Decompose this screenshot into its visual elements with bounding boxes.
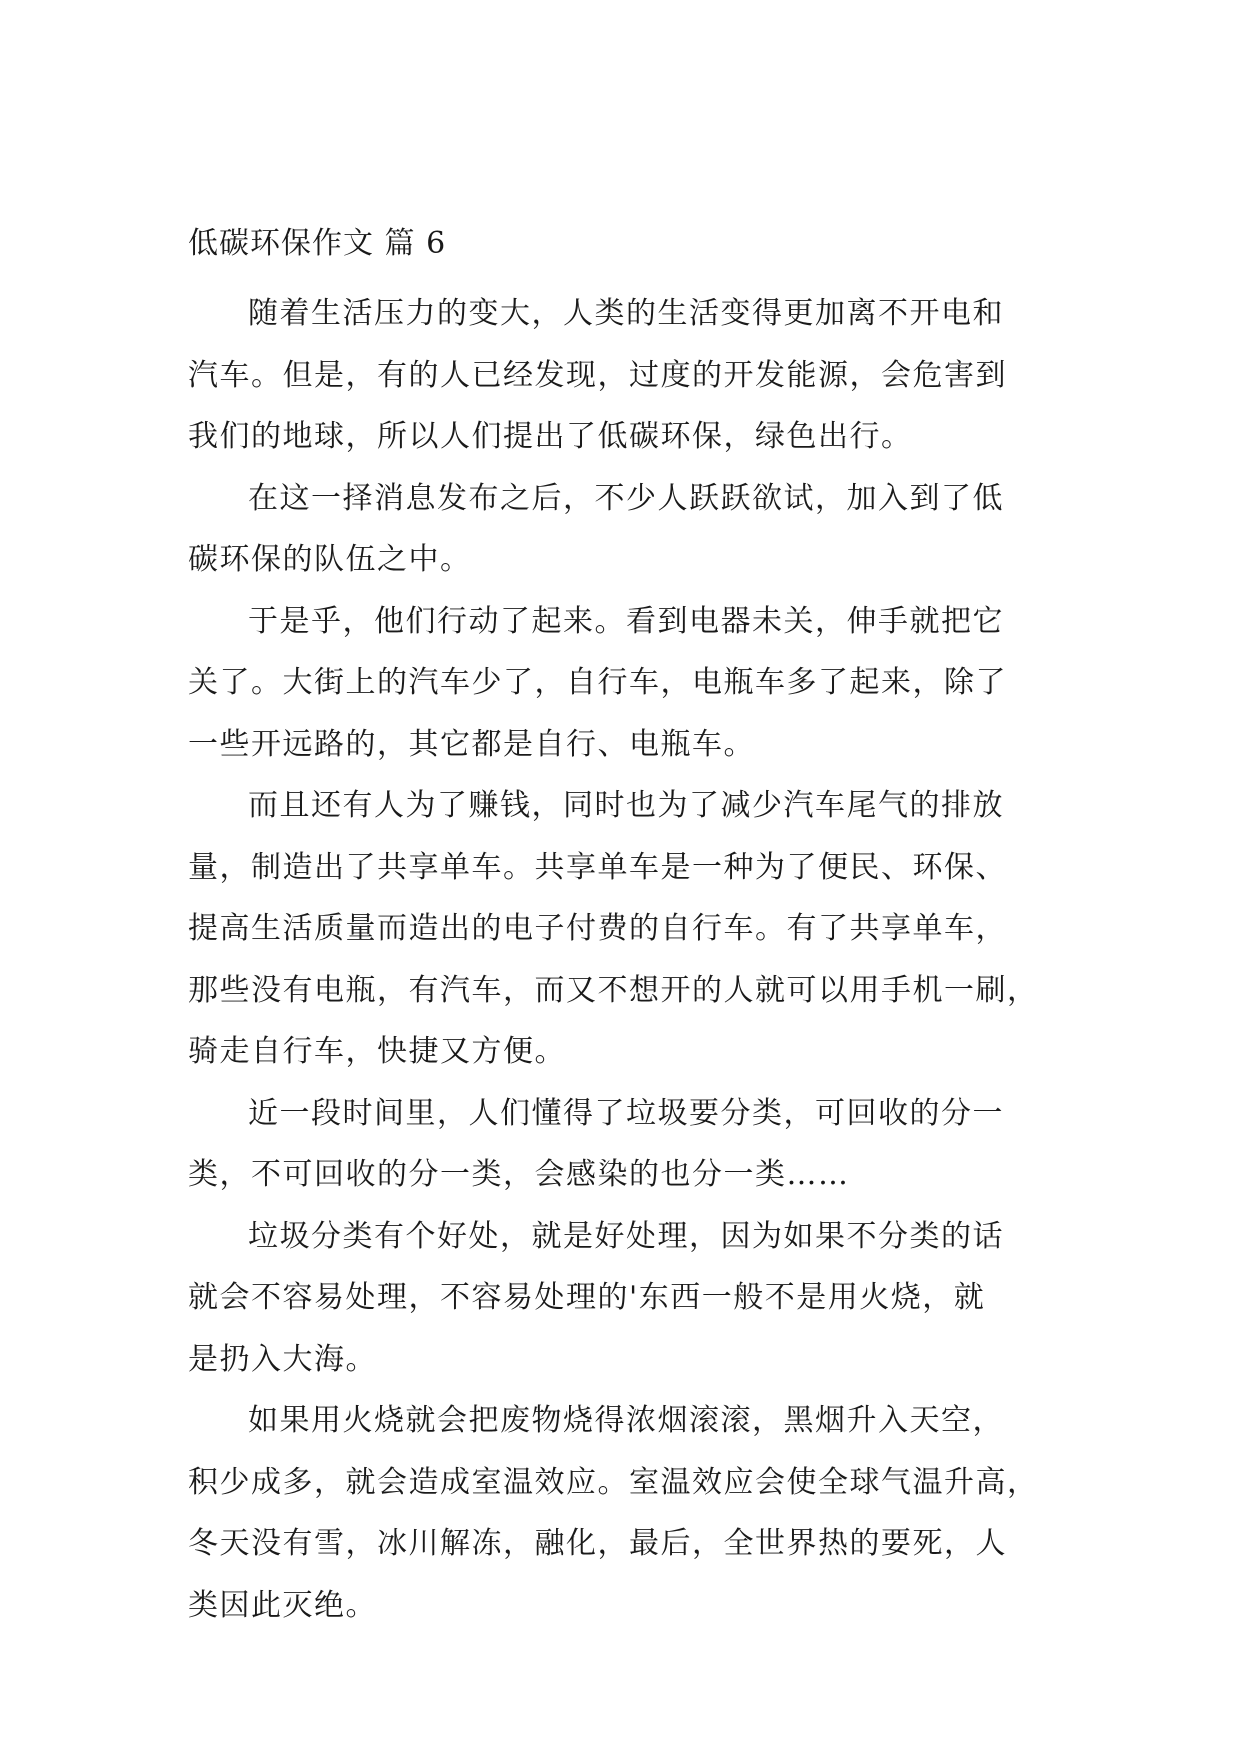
paragraph [188, 775, 1058, 1083]
paragraph-line: 而且还有人为了赚钱，同时也为了减少汽车尾气的排放 [248, 788, 1004, 823]
document-body [188, 283, 1058, 1636]
paragraph-line: 类，不可回收的分一类，会感染的也分一类…… [188, 1157, 850, 1192]
paragraph [188, 1206, 1058, 1391]
paragraph-line: 近一段时间里，人们懂得了垃圾要分类，可回收的分一 [248, 1095, 1004, 1131]
paragraph-line: 量，制造出了共享单车。共享单车是一种为了便民、环保、 [188, 849, 1007, 885]
paragraph-line: 垃圾分类有个好处，就是好处理，因为如果不分类的话 [248, 1218, 1004, 1254]
document-page [188, 224, 1058, 1636]
paragraph-line: 那些没有电瓶，有汽车，而又不想开的人就可以用手机一刷， [188, 972, 1039, 1008]
paragraph-line: 碳环保的队伍之中。 [188, 542, 472, 577]
paragraph-line: 关了。大街上的汽车少了，自行车，电瓶车多了起来，除了 [188, 665, 1007, 700]
paragraph-line: 就会不容易处理，不容易处理的'东西一般不是用火烧，就 [188, 1280, 986, 1315]
document-title: 低碳环保作文 篇 6 [188, 226, 447, 261]
paragraph-line: 在这一择消息发布之后，不少人跃跃欲试，加入到了低 [248, 480, 1004, 516]
paragraph-line: 一些开远路的，其它都是自行、电瓶车。 [188, 726, 755, 762]
paragraph-line: 随着生活压力的变大，人类的生活变得更加离不开电和 [248, 296, 1004, 331]
paragraph-line: 我们的地球，所以人们提出了低碳环保，绿色出行。 [188, 419, 913, 454]
paragraph-line: 提高生活质量而造出的电子付费的自行车。有了共享单车， [188, 911, 1007, 946]
paragraph-line: 汽车。但是，有的人已经发现，过度的开发能源，会危害到 [188, 357, 1007, 393]
paragraph [188, 591, 1058, 776]
paragraph-line: 类因此灭绝。 [188, 1587, 377, 1623]
paragraph-line: 冬天没有雪，冰川解冻，融化，最后，全世界热的要死，人 [188, 1526, 1007, 1561]
paragraph-line: 于是乎，他们行动了起来。看到电器未关，伸手就把它 [248, 603, 1004, 639]
paragraph-line: 如果用火烧就会把废物烧得浓烟滚滚，黑烟升入天空， [248, 1403, 1004, 1438]
paragraph-line: 是扔入大海。 [188, 1341, 377, 1377]
paragraph [188, 1083, 1058, 1206]
paragraph [188, 283, 1058, 468]
paragraph [188, 468, 1058, 591]
paragraph-line: 积少成多，就会造成室温效应。室温效应会使全球气温升高， [188, 1464, 1039, 1500]
paragraph-line: 骑走自行车，快捷又方便。 [188, 1034, 566, 1069]
paragraph [188, 1390, 1058, 1636]
